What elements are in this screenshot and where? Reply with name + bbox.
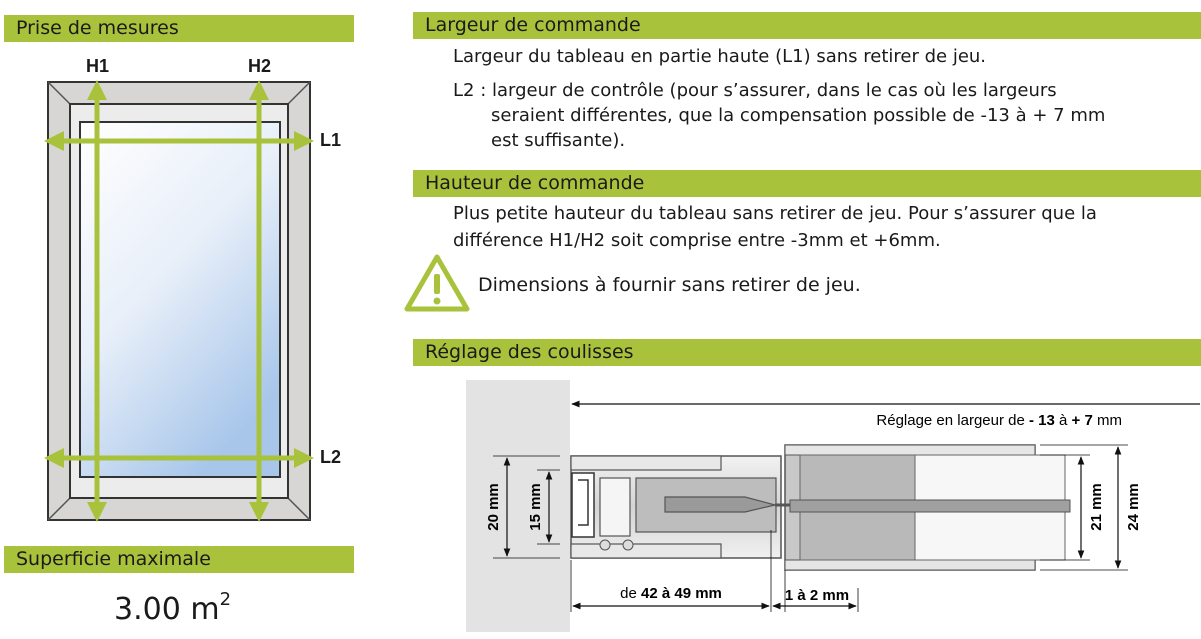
dim-21-text: 21 mm — [1088, 483, 1105, 531]
label-h1: H1 — [86, 56, 110, 76]
label-l1: L1 — [320, 130, 342, 150]
wall — [466, 380, 570, 632]
adjust-text: Réglage en largeur de - 13 à + 7 mm — [876, 412, 1122, 429]
dim-20-text: 20 mm — [485, 483, 502, 531]
header-superficie-maximale: Superficie maximale — [4, 546, 354, 573]
largeur-line-2: L2 : largeur de contrôle (pour s’assurer, dans le cas où les largeurs — [453, 80, 1057, 101]
header-prise-de-mesures: Prise de mesures — [4, 15, 354, 42]
area-exponent: 2 — [219, 589, 232, 610]
dim-gap-text: 1 à 2 mm — [784, 587, 850, 604]
dim-24-text: 24 mm — [1125, 483, 1142, 531]
hauteur-line-1: Plus petite hauteur du tableau sans retirer de jeu. Pour s’assurer que la — [453, 203, 1097, 224]
largeur-line-1: Largeur du tableau en partie haute (L1) sans retirer de jeu. — [453, 46, 987, 67]
largeur-line-4: est suffisante). — [491, 130, 626, 151]
hauteur-line-2: différence H1/H2 soit comprise entre -3mm et +6mm. — [453, 230, 941, 251]
header-hauteur-de-commande: Hauteur de commande — [413, 170, 1201, 197]
header-largeur-de-commande: Largeur de commande — [413, 12, 1201, 39]
label-l2: L2 — [320, 447, 342, 467]
dim-15-text: 15 mm — [527, 483, 544, 531]
dim-depth-text: de 42 à 49 mm — [620, 585, 722, 602]
area-value: 3.00 $m^2$ — [114, 589, 232, 627]
warning-text: Dimensions à fournir sans retirer de jeu. — [478, 274, 861, 296]
label-h2: H2 — [248, 56, 272, 76]
header-reglage-des-coulisses: Réglage des coulisses — [413, 339, 1201, 366]
largeur-line-3: seraient différentes, que la compensation possible de -13 à + 7 mm — [491, 105, 1106, 126]
